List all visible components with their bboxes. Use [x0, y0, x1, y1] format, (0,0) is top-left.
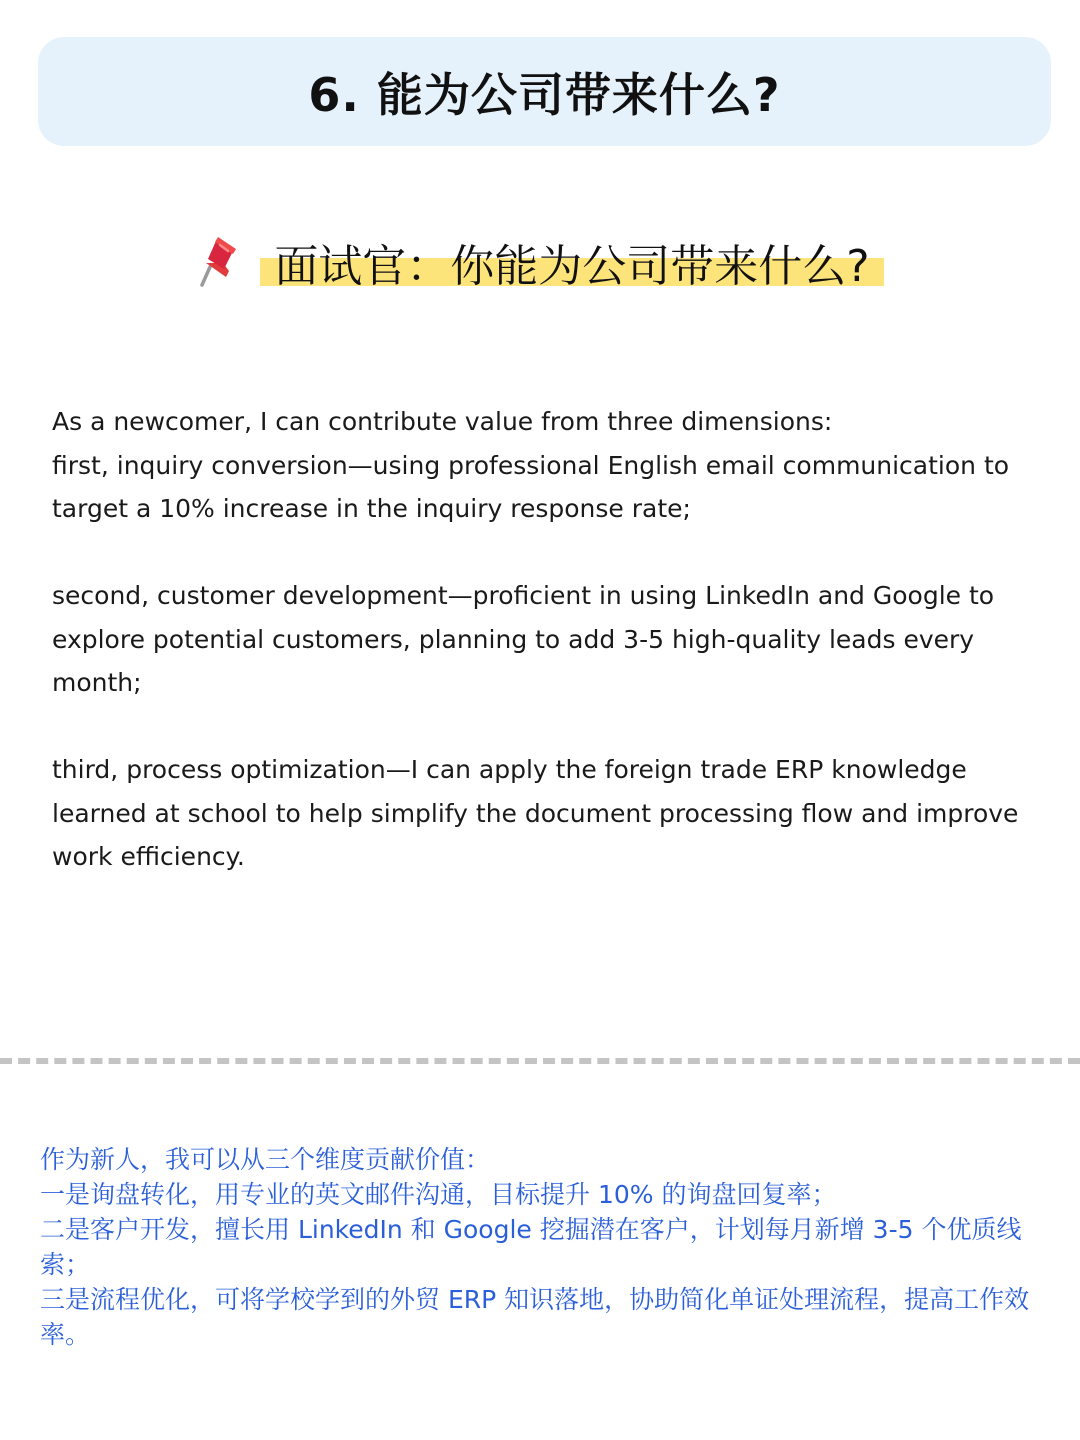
chinese-point-3: 三是流程优化，可将学校学到的外贸 ERP 知识落地，协助简化单证处理流程，提高工作效率。: [40, 1285, 1030, 1349]
question-highlight-wrap: [260, 230, 883, 294]
english-point-3: third, process optimization—I can apply the foreign trade ERP knowledge learned at school to help simplify the document processing flow and improve work efficiency.: [52, 755, 1019, 871]
english-answer: [52, 400, 1042, 879]
chinese-answer: [40, 1142, 1045, 1352]
chinese-intro: 作为新人，我可以从三个维度贡献价值：: [40, 1145, 491, 1174]
page-title: 6. 能为公司带来什么?: [308, 67, 781, 122]
title-card: [38, 37, 1051, 146]
english-point-2: second, customer development—proficient in using LinkedIn and Google to explore potential customers, planning to add 3-5 high-quality leads every month;: [52, 581, 995, 697]
paragraph-gap: [52, 705, 1042, 749]
english-intro: As a newcomer, I can contribute value from three dimensions:: [52, 407, 833, 436]
chinese-point-1: 一是询盘转化，用专业的英文邮件沟通，目标提升 10% 的询盘回复率；: [40, 1180, 837, 1209]
interviewer-question: [0, 222, 1080, 302]
question-text: 面试官：你能为公司带来什么?: [274, 241, 870, 292]
pushpin-icon: [196, 233, 242, 289]
english-point-1: first, inquiry conversion—using professional English email communication to target a 10% increase in the inquiry response rate;: [52, 450, 1010, 523]
paragraph-gap: [52, 531, 1042, 575]
dashed-divider: [0, 1058, 1080, 1064]
chinese-point-2: 二是客户开发，擅长用 LinkedIn 和 Google 挖掘潜在客户，计划每月新增 3-5 个优质线索；: [40, 1215, 1022, 1279]
